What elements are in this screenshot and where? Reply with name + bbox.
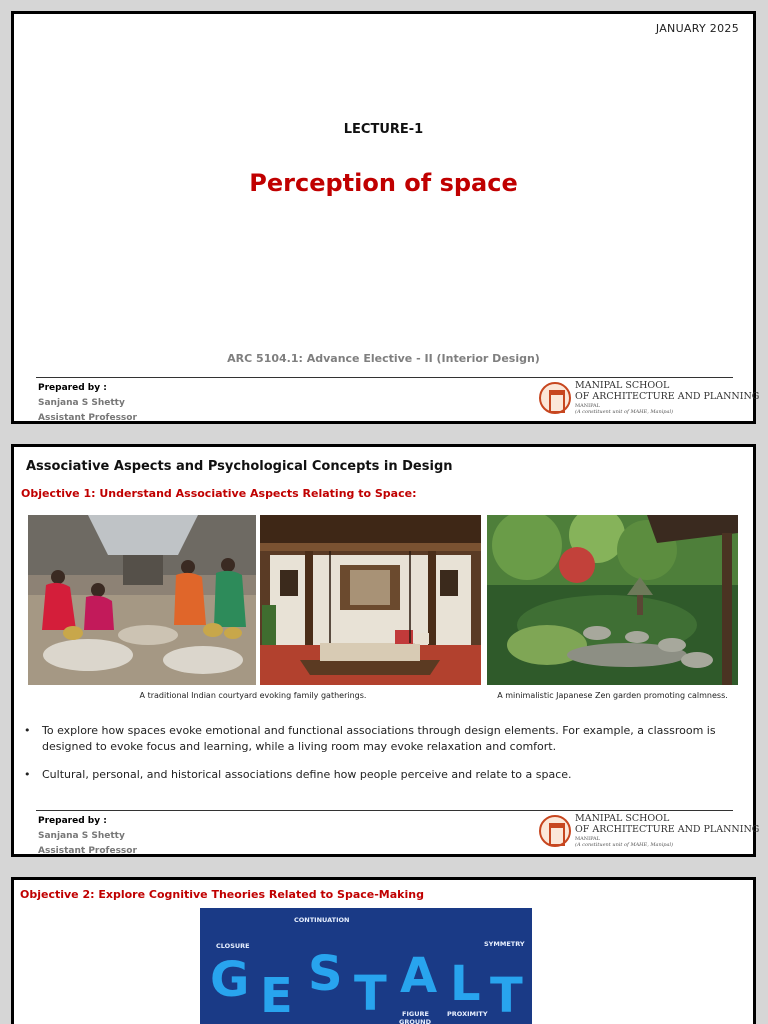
logo-line-2: OF ARCHITECTURE AND PLANNING bbox=[575, 824, 760, 835]
logo-line-2: OF ARCHITECTURE AND PLANNING bbox=[575, 391, 760, 402]
institution-logo bbox=[539, 813, 760, 849]
label-proximity: PROXIMITY bbox=[447, 1010, 488, 1018]
title-slide bbox=[11, 11, 760, 424]
label-closure: CLOSURE bbox=[216, 942, 250, 950]
objective-1: Objective 1: Understand Associative Aspects Relating to Space: bbox=[21, 487, 417, 500]
slide-title: Perception of space bbox=[249, 169, 518, 197]
caption-zen-garden: A minimalistic Japanese Zen garden promoting calmness. bbox=[497, 691, 728, 700]
gestalt-letter: G bbox=[210, 952, 250, 1008]
bullet-item: • To explore how spaces evoke emotional and functional associations through design elements. For example, a classroom is designed to evoke focus and learning, while a living room may evoke relaxation and comfort. bbox=[22, 723, 739, 755]
author-role: Assistant Professor bbox=[38, 846, 137, 856]
associative-aspects-slide bbox=[11, 444, 760, 857]
logo-line-4: (A constituent unit of MAHE, Manipal) bbox=[575, 409, 674, 415]
institution-logo bbox=[539, 380, 760, 416]
logo-line-1: MANIPAL SCHOOL bbox=[575, 380, 670, 391]
prepared-by-block bbox=[38, 381, 137, 426]
footer-divider bbox=[36, 377, 733, 378]
author-name: Sanjana S Shetty bbox=[38, 398, 125, 408]
institution-seal-icon bbox=[539, 815, 571, 847]
prepared-by-block bbox=[38, 814, 137, 859]
slide-date: JANUARY 2025 bbox=[655, 22, 739, 35]
indian-courtyard-interior-photo bbox=[260, 515, 481, 685]
gestalt-letter: T bbox=[490, 968, 523, 1024]
cognitive-theories-slide bbox=[11, 877, 756, 1024]
gestalt-letter: E bbox=[260, 968, 293, 1024]
logo-line-4: (A constituent unit of MAHE, Manipal) bbox=[575, 842, 674, 848]
label-symmetry: SYMMETRY bbox=[484, 940, 525, 948]
objective-2: Objective 2: Explore Cognitive Theories Related to Space-Making bbox=[20, 888, 424, 901]
gestalt-letter: A bbox=[400, 948, 438, 1004]
logo-line-3: MANIPAL bbox=[575, 836, 600, 842]
author-role: Assistant Professor bbox=[38, 413, 137, 423]
courtyard-rangoli-photo bbox=[28, 515, 256, 685]
gestalt-principles-graphic bbox=[200, 908, 532, 1024]
label-continuation: CONTINUATION bbox=[294, 916, 350, 924]
prepared-by-label: Prepared by : bbox=[38, 816, 107, 826]
lecture-label: LECTURE-1 bbox=[343, 122, 424, 137]
course-code: ARC 5104.1: Advance Elective - II (Interior Design) bbox=[227, 352, 540, 365]
japanese-zen-garden-photo bbox=[487, 515, 738, 685]
author-name: Sanjana S Shetty bbox=[38, 831, 125, 841]
label-ground: GROUND bbox=[399, 1018, 431, 1024]
gestalt-letter: L bbox=[450, 956, 481, 1012]
label-figure: FIGURE bbox=[402, 1010, 429, 1018]
footer-divider bbox=[36, 810, 733, 811]
institution-seal-icon bbox=[539, 382, 571, 414]
caption-indian-courtyard: A traditional Indian courtyard evoking family gatherings. bbox=[139, 691, 367, 700]
bullet-item: • Cultural, personal, and historical associations define how people perceive and relate to a space. bbox=[22, 767, 739, 783]
gestalt-letter: S bbox=[308, 946, 343, 1002]
logo-line-1: MANIPAL SCHOOL bbox=[575, 813, 670, 824]
prepared-by-label: Prepared by : bbox=[38, 383, 107, 393]
logo-line-3: MANIPAL bbox=[575, 403, 600, 409]
bullet-list bbox=[22, 723, 739, 795]
gestalt-letter: T bbox=[354, 966, 387, 1022]
slide-heading: Associative Aspects and Psychological Concepts in Design bbox=[26, 459, 453, 474]
